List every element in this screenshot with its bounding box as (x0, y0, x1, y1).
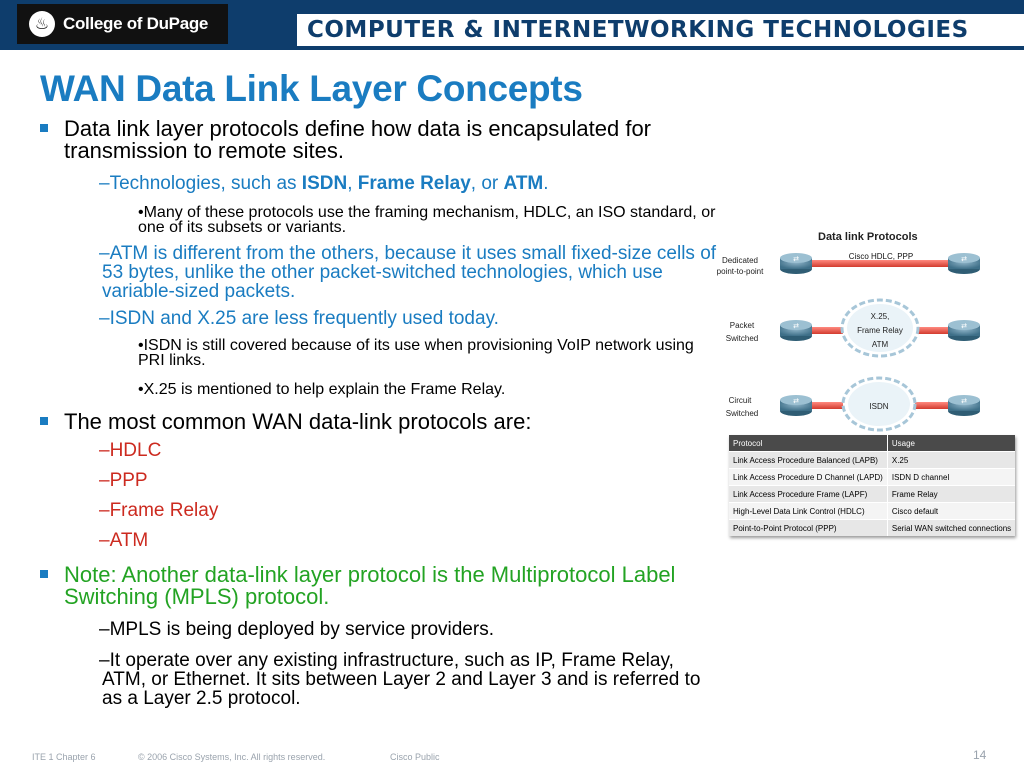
row-2-label-line-1: Packet (729, 321, 755, 330)
table-row (729, 452, 1015, 469)
footer-copyright: © 2006 Cisco Systems, Inc. All rights reserved. (138, 752, 326, 762)
table-cell: Point-to-Point Protocol (PPP) (729, 520, 887, 537)
table-row (729, 503, 1015, 520)
table-cell: ISDN D channel (887, 469, 1015, 486)
svg-text:⇄: ⇄ (961, 255, 967, 263)
footer-classification: Cisco Public (390, 752, 440, 762)
router-icon (780, 395, 812, 416)
bullet-3-sub-1: –MPLS is being deployed by service providers. (99, 619, 494, 640)
bullet-2-text: The most common WAN data-link protocols are: (64, 409, 532, 434)
protocol-frame-relay: –Frame Relay (99, 500, 219, 521)
router-icon (780, 320, 812, 341)
row-2-label-line-2: Switched (725, 334, 759, 343)
logo-text: College of DuPage (63, 14, 209, 33)
bullet-2 (38, 411, 718, 433)
bullet-3 (38, 564, 718, 608)
router-icon (780, 253, 812, 274)
svg-text:⇄: ⇄ (793, 397, 799, 405)
table-cell: Cisco default (887, 503, 1015, 520)
router-icon (948, 395, 980, 416)
protocol-usage-table (729, 435, 1015, 536)
table-cell: Link Access Procedure Frame (LAPF) (729, 486, 887, 503)
row-1-label-line-2: point-to-point (716, 267, 764, 276)
table-row (729, 486, 1015, 503)
table-cell: Link Access Procedure D Channel (LAPD) (729, 469, 887, 486)
svg-text:⇄: ⇄ (961, 322, 967, 330)
bullet-1-sub-1-note: •Many of these protocols use the framing mechanism, HDLC, an ISO standard, or one of its subsets or variants. (138, 204, 716, 236)
header-bar (0, 0, 1024, 50)
atm-text: ATM (503, 173, 544, 194)
table-cell: Link Access Procedure Balanced (LAPB) (729, 452, 887, 469)
row-3-label-line-2: Switched (725, 409, 759, 418)
serial-link-line (796, 260, 956, 267)
row-1-link-label: Cisco HDLC, PPP (848, 252, 914, 261)
bullet-3-text: Note: Another data-link layer protocol is the Multiprotocol Label Switching (MPLS) protocol. (64, 562, 676, 609)
slide-body (38, 118, 718, 716)
cloud-label-line-1: X.25, (870, 312, 890, 321)
protocol-atm: –ATM (99, 530, 149, 551)
college-logo (17, 4, 228, 44)
footer-chapter: ITE 1 Chapter 6 (32, 752, 96, 762)
bullet-1 (38, 118, 718, 162)
table-cell: Serial WAN switched connections (887, 520, 1015, 537)
table-cell: Frame Relay (887, 486, 1015, 503)
table-header-row (729, 435, 1015, 452)
flame-icon: ♨ (29, 11, 55, 37)
figure-title: Data link Protocols (818, 231, 918, 243)
cloud-label-line-3: ATM (871, 340, 889, 349)
column-header-protocol: Protocol (729, 435, 887, 452)
router-icon (948, 253, 980, 274)
period-text: . (543, 173, 549, 194)
square-bullet-icon (40, 124, 48, 132)
table-cell: X.25 (887, 452, 1015, 469)
table-row (729, 469, 1015, 486)
or-text: , or (470, 173, 504, 194)
column-header-usage: Usage (887, 435, 1015, 452)
bullet-1-sub-3-note-1: •ISDN is still covered because of its use when provisioning VoIP network using PRI links. (138, 337, 694, 369)
bullet-1-sub-2: –ATM is different from the others, because it uses small fixed-size cells of 53 bytes, unlike the other packet-switched technologies, which use variable-sized packets. (99, 243, 717, 302)
protocol-ppp: –PPP (99, 470, 148, 491)
slide-title: WAN Data Link Layer Concepts (40, 68, 583, 109)
course-banner: COMPUTER & INTERNETWORKING TECHNOLOGIES (297, 14, 1024, 46)
bullet-3-sub-2: –It operate over any existing infrastructure, such as IP, Frame Relay, ATM, or Ethernet. It sits between Layer 2 and Layer 3 and is referred to as a Layer 2.5 protocol. (99, 650, 701, 709)
row-3-label-line-1: Circuit (728, 396, 752, 405)
cloud-label-line-2: Frame Relay (857, 326, 903, 335)
page-number: 14 (973, 748, 987, 762)
bullet-1-sub-3: –ISDN and X.25 are less frequently used today. (99, 308, 499, 329)
isdn-text: ISDN (301, 173, 348, 194)
square-bullet-icon (40, 570, 48, 578)
router-icon (948, 320, 980, 341)
table-row (729, 520, 1015, 537)
svg-text:⇄: ⇄ (793, 322, 799, 330)
svg-text:⇄: ⇄ (793, 255, 799, 263)
row-1-label-line-1: Dedicated (721, 256, 759, 265)
square-bullet-icon (40, 417, 48, 425)
isdn-cloud-label: ISDN (869, 402, 889, 411)
sub-text: –Technologies, such as (99, 173, 302, 194)
bullet-1-text: Data link layer protocols define how data is encapsulated for transmission to remote sites. (64, 116, 652, 163)
bullet-1-sub-3-note-2: •X.25 is mentioned to help explain the Frame Relay. (138, 381, 506, 398)
protocol-hdlc: –HDLC (99, 440, 162, 461)
table-cell: High-Level Data Link Control (HDLC) (729, 503, 887, 520)
comma-text: , (347, 173, 358, 194)
svg-text:⇄: ⇄ (961, 397, 967, 405)
bullet-1-sub-1 (38, 174, 718, 193)
data-link-protocols-diagram (716, 246, 1016, 436)
frame-relay-text: Frame Relay (357, 173, 471, 194)
